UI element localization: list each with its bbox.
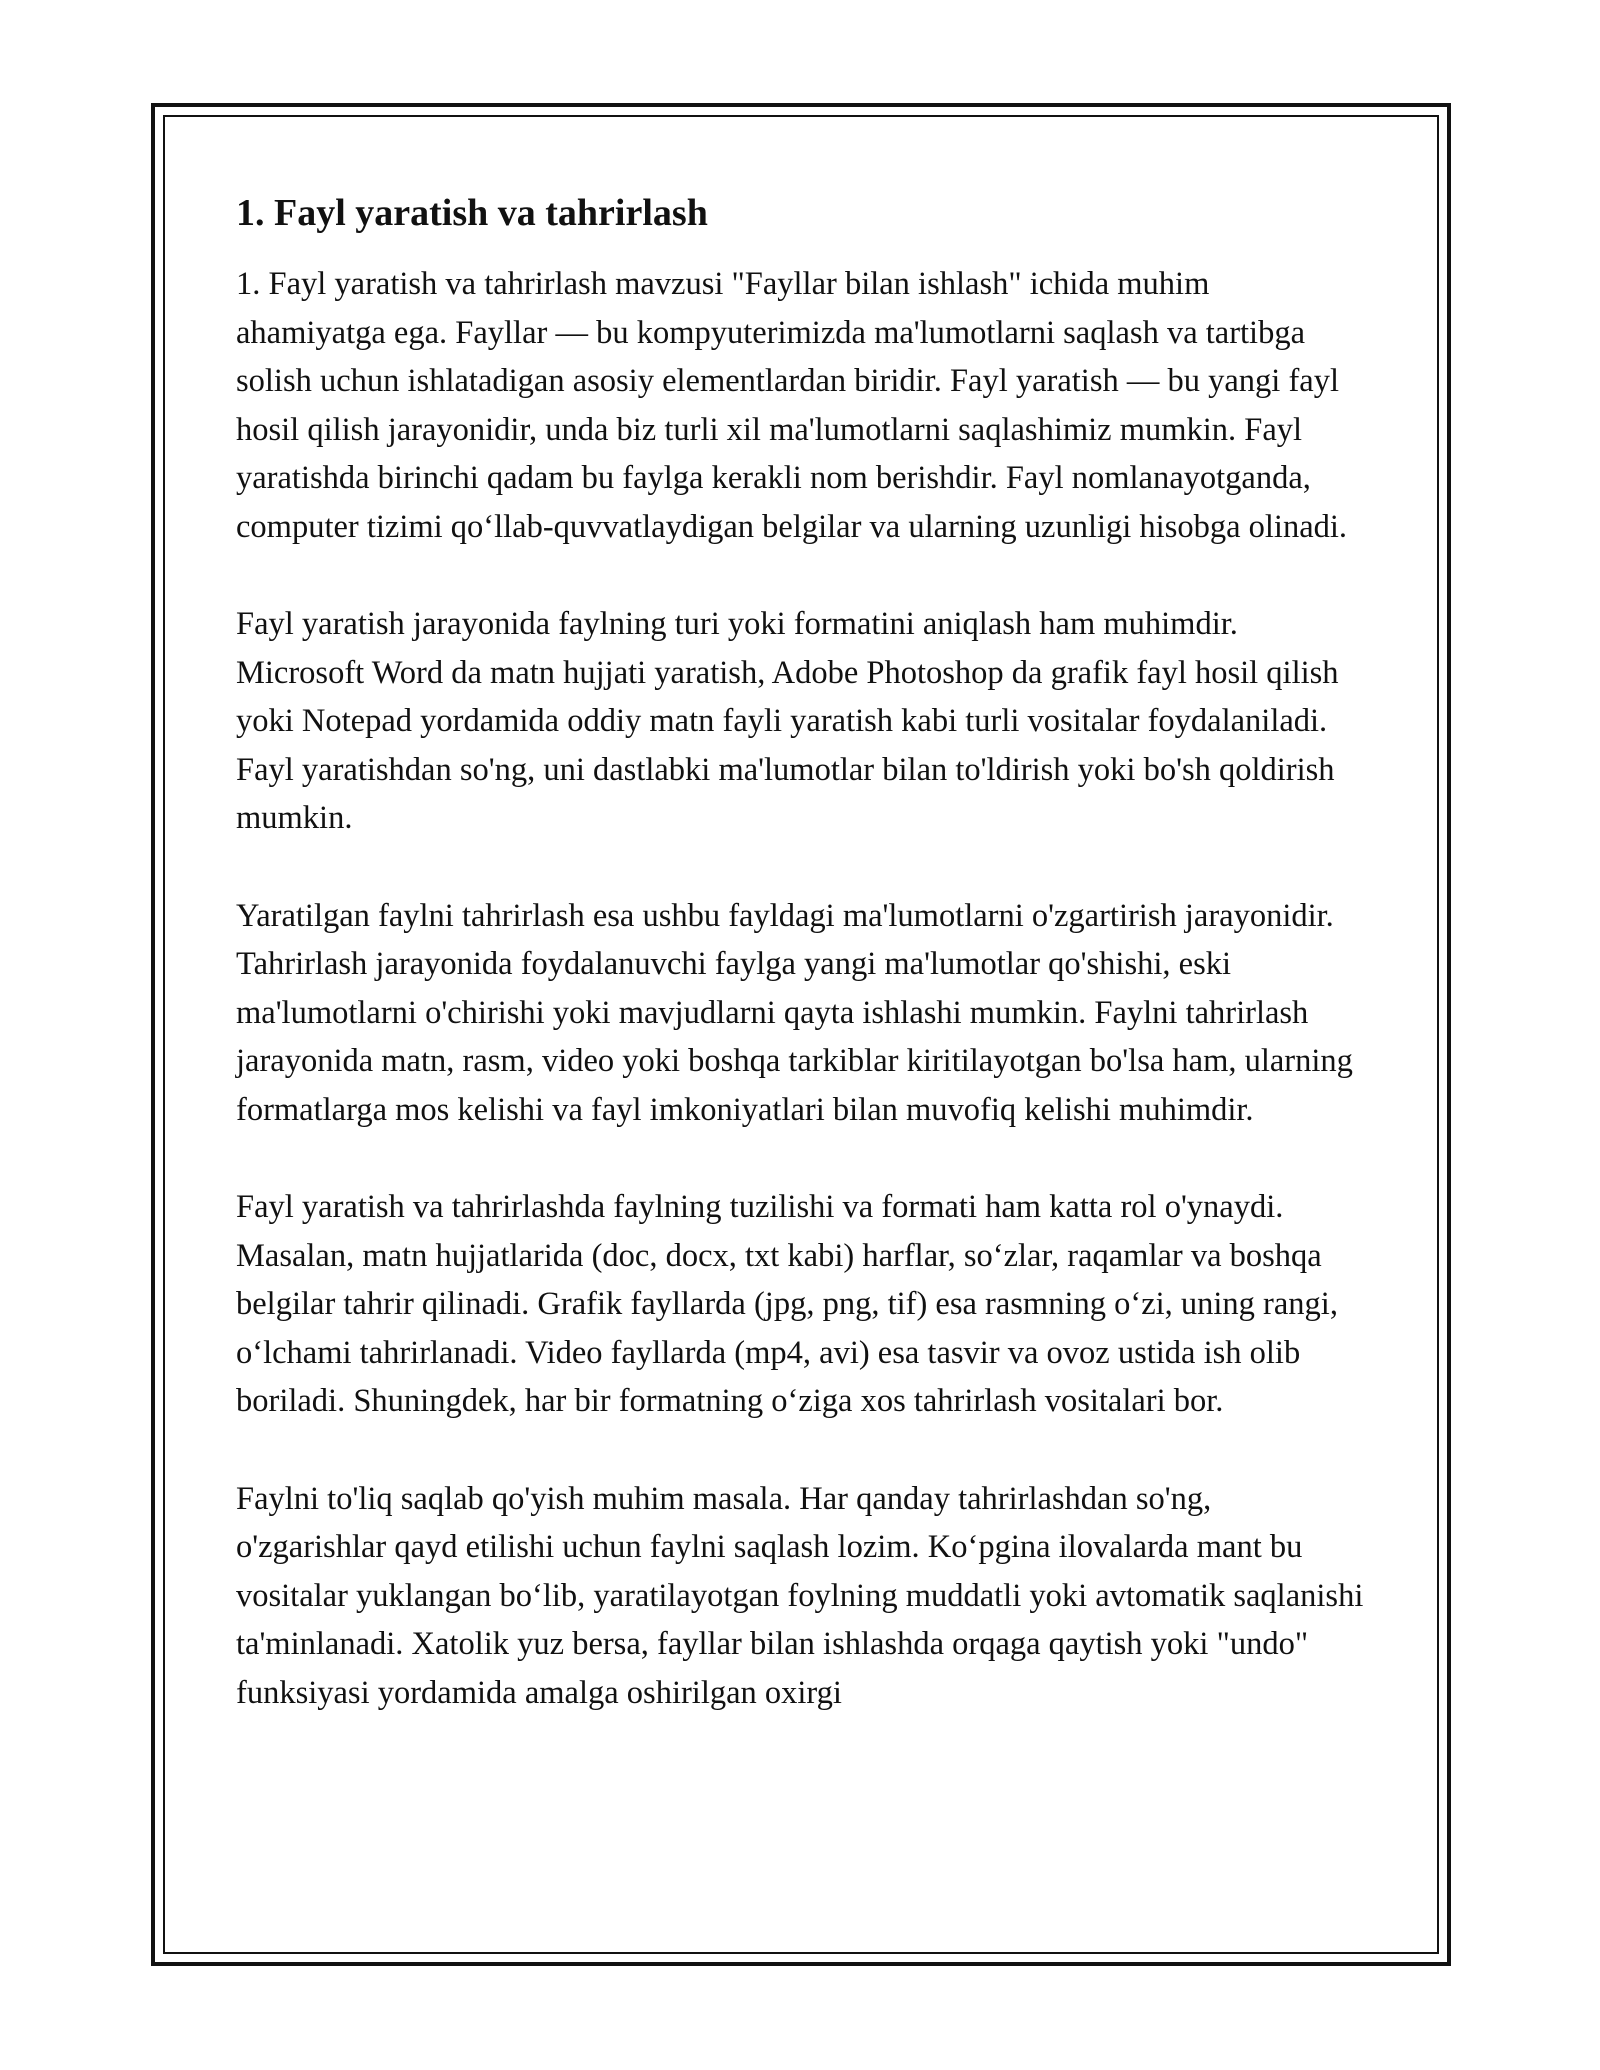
- paragraph-1: 1. Fayl yaratish va tahrirlash mavzusi "Fayllar bilan ishlash" ichida muhim ahamiyatga ega. Fayllar — bu kompyuterimizda ma'lumotlarni saqlash va tartibga solish uchun ishlatadigan asosiy elementlardan biridir. Fayl yaratish — bu yangi fayl hosil qilish jarayonidir, unda biz turli xil ma'lumotlarni saqlashimiz mumkin. Fayl yaratishda birinchi qadam bu faylga kerakli nom berishdir. Fayl nomlanayotganda, computer tizimi qoʻllab-quvvatlaydigan belgilar va ularning uzunligi hisobga olinadi.: [236, 266, 1348, 545]
- paragraph-4: Fayl yaratish va tahrirlashda faylning tuzilishi va formati ham katta rol o'ynaydi. Masalan, matn hujjatlarida (doc, docx, txt kabi) harflar, soʻzlar, raqamlar va boshqa belgilar tahrir qilinadi. Grafik fayllarda (jpg, png, tif) esa rasmning oʻzi, uning rangi, oʻlchami tahrirlanadi. Video fayllarda (mp4, avi) esa tasvir va ovoz ustida ish olib boriladi. Shuningdek, har bir formatning oʻziga xos tahrirlash vositalari bor.: [236, 1189, 1338, 1419]
- paragraph-5: Faylni to'liq saqlab qo'yish muhim masala. Har qanday tahrirlashdan so'ng, o'zgarishlar qayd etilishi uchun faylni saqlash lozim. Koʻpgina ilovalarda mant bu vositalar yuklangan boʻlib, yaratilayotgan foylning muddatli yoki avtomatik saqlanishi ta'minlanadi. Xatolik yuz bersa, fayllar bilan ishlashda orqaga qaytish yoki "undo" funksiyasi yordamida amalga oshirilgan oxirgi: [236, 1480, 1364, 1711]
- paragraph-2: Fayl yaratish jarayonida faylning turi yoki formatini aniqlash ham muhimdir. Microsoft Word da matn hujjati yaratish, Adobe Photoshop da grafik fayl hosil qilish yoki Notepad yordamida oddiy matn fayli yaratish kabi turli vositalar foydalaniladi. Fayl yaratishdan so'ng, uni dastlabki ma'lumotlar bilan to'ldirish yoki bo'sh qoldirish mumkin.: [236, 606, 1339, 836]
- paragraph-3: Yaratilgan faylni tahrirlash esa ushbu fayldagi ma'lumotlarni o'zgartirish jarayonidir. Tahrirlash jarayonida foydalanuvchi faylga yangi ma'lumotlar qo'shishi, eski ma'lumotlarni o'chirishi yoki mavjudlarni qayta ishlashi mumkin. Faylni tahrirlash jarayonida matn, rasm, video yoki boshqa tarkiblar kiritilayotgan bo'lsa ham, ularning formatlarga mos kelishi va fayl imkoniyatlari bilan muvofiq kelishi muhimdir.: [236, 897, 1353, 1128]
- document-title: 1. Fayl yaratish va tahrirlash: [236, 192, 708, 234]
- document-body: [236, 188, 1366, 1766]
